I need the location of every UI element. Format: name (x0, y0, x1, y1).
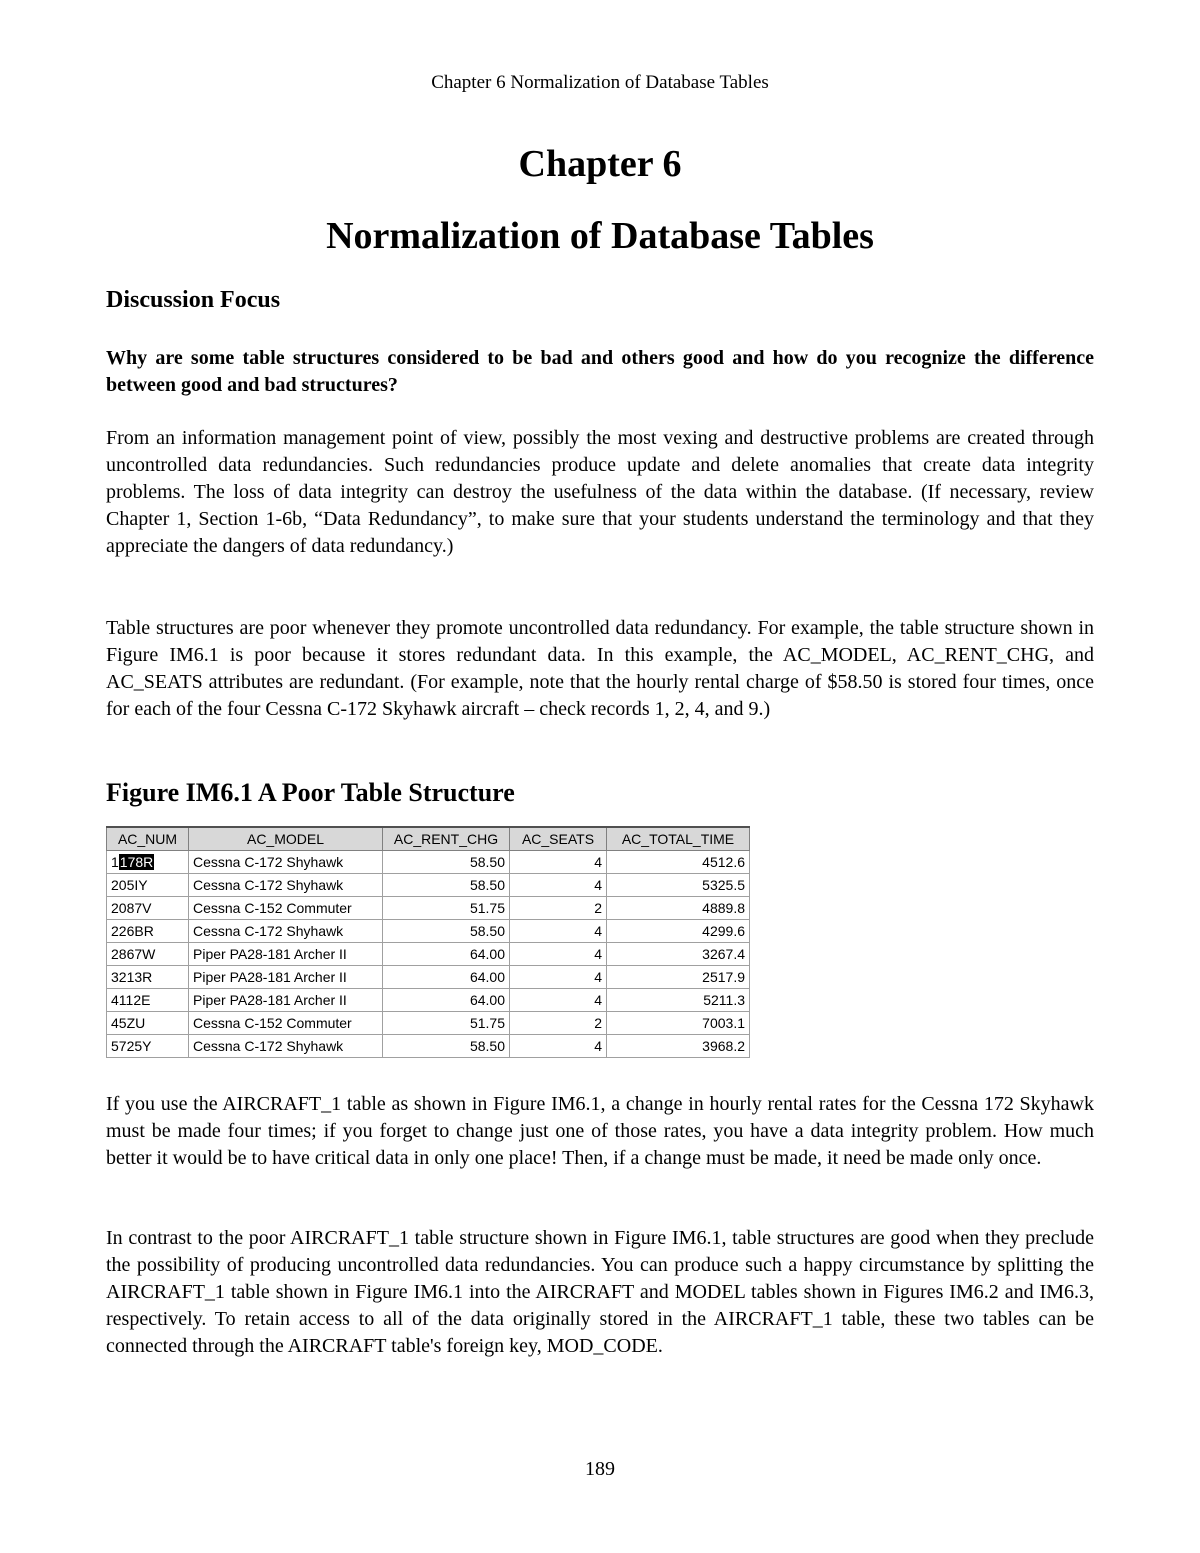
cell-ac-num[interactable]: 5725Y (107, 1035, 189, 1058)
cell-ac-seats[interactable]: 2 (510, 1012, 607, 1035)
selected-cell-text[interactable]: 178R (119, 854, 154, 870)
cell-ac-num[interactable] (107, 851, 189, 874)
cell-ac-model[interactable]: Piper PA28-181 Archer II (189, 989, 383, 1012)
section-heading: Discussion Focus (106, 287, 281, 313)
cell-ac-num[interactable]: 2867W (107, 943, 189, 966)
paragraph-intro: From an information management point of view, possibly the most vexing and destructive problems are created through uncontrolled data redundancies. Such redundancies produce update and delete anomalies that create data integrity problems. The loss of data integrity can destroy the usefulness of the data within the database. (If necessary, review Chapter 1, Section 1-6b, “Data Redundancy”, to make sure that your students understand the terminology and that they appreciate the dangers of data redundancy.) (106, 427, 1094, 557)
cell-ac-total-time[interactable]: 3267.4 (607, 943, 750, 966)
table-row[interactable] (107, 874, 750, 897)
cell-prefix: 1 (111, 854, 119, 870)
cell-ac-model[interactable]: Piper PA28-181 Archer II (189, 943, 383, 966)
chapter-number: Chapter 6 (518, 143, 682, 185)
table-header-row (107, 827, 750, 851)
column-header[interactable]: AC_MODEL (189, 827, 383, 851)
cell-ac-rent-chg[interactable]: 51.75 (383, 897, 510, 920)
cell-ac-total-time[interactable]: 4512.6 (607, 851, 750, 874)
cell-ac-model[interactable]: Cessna C-152 Commuter (189, 897, 383, 920)
cell-ac-seats[interactable]: 4 (510, 1035, 607, 1058)
cell-ac-num[interactable]: 2087V (107, 897, 189, 920)
cell-ac-rent-chg[interactable]: 64.00 (383, 989, 510, 1012)
running-header: Chapter 6 Normalization of Database Tables (431, 72, 769, 93)
cell-ac-model[interactable]: Cessna C-172 Shyhawk (189, 851, 383, 874)
table-row[interactable] (107, 989, 750, 1012)
column-header[interactable]: AC_RENT_CHG (383, 827, 510, 851)
cell-ac-rent-chg[interactable]: 64.00 (383, 943, 510, 966)
cell-ac-total-time[interactable]: 2517.9 (607, 966, 750, 989)
cell-ac-rent-chg[interactable]: 51.75 (383, 1012, 510, 1035)
table-row[interactable] (107, 966, 750, 989)
table-row[interactable] (107, 897, 750, 920)
cell-ac-total-time[interactable]: 5325.5 (607, 874, 750, 897)
cell-ac-rent-chg[interactable]: 58.50 (383, 1035, 510, 1058)
chapter-title: Normalization of Database Tables (326, 215, 874, 257)
cell-ac-total-time[interactable]: 3968.2 (607, 1035, 750, 1058)
cell-ac-num[interactable]: 226BR (107, 920, 189, 943)
cell-ac-seats[interactable]: 4 (510, 989, 607, 1012)
figure-caption: Figure IM6.1 A Poor Table Structure (106, 778, 515, 807)
cell-ac-model[interactable]: Cessna C-152 Commuter (189, 1012, 383, 1035)
table-row[interactable] (107, 943, 750, 966)
cell-ac-seats[interactable]: 4 (510, 851, 607, 874)
cell-ac-model[interactable]: Piper PA28-181 Archer II (189, 966, 383, 989)
aircraft-table (106, 826, 750, 1058)
column-header[interactable]: AC_SEATS (510, 827, 607, 851)
cell-ac-total-time[interactable]: 7003.1 (607, 1012, 750, 1035)
cell-ac-num[interactable]: 45ZU (107, 1012, 189, 1035)
page-number: 189 (585, 1458, 615, 1480)
table-row[interactable] (107, 851, 750, 874)
cell-ac-total-time[interactable]: 4889.8 (607, 897, 750, 920)
cell-ac-total-time[interactable]: 4299.6 (607, 920, 750, 943)
cell-ac-rent-chg[interactable]: 64.00 (383, 966, 510, 989)
paragraph-aircraft-1-problem: If you use the AIRCRAFT_1 table as shown in Figure IM6.1, a change in hourly rental rates for the Cessna 172 Skyhawk must be made four times; if you forget to change just one of those rates, you have a data integrity problem. How much better it would be to have critical data in only one place! Then, if a change must be made, it need be made only once. (106, 1093, 1094, 1169)
cell-ac-rent-chg[interactable]: 58.50 (383, 920, 510, 943)
cell-ac-num[interactable]: 4112E (107, 989, 189, 1012)
table-row[interactable] (107, 1035, 750, 1058)
cell-ac-num[interactable]: 3213R (107, 966, 189, 989)
cell-ac-seats[interactable]: 4 (510, 874, 607, 897)
cell-ac-seats[interactable]: 4 (510, 966, 607, 989)
cell-ac-model[interactable]: Cessna C-172 Shyhawk (189, 920, 383, 943)
cell-ac-seats[interactable]: 4 (510, 920, 607, 943)
discussion-question: Why are some table structures considered to be bad and others good and how do you recognize the difference between good and bad structures? (106, 347, 1094, 396)
cell-ac-model[interactable]: Cessna C-172 Shyhawk (189, 874, 383, 897)
table-row[interactable] (107, 920, 750, 943)
table-row[interactable] (107, 1012, 750, 1035)
paragraph-good-structures: In contrast to the poor AIRCRAFT_1 table structure shown in Figure IM6.1, table structures are good when they preclude the possibility of producing uncontrolled data redundancies. You can produce such a happy circumstance by splitting the AIRCRAFT_1 table shown in Figure IM6.1 into the AIRCRAFT and MODEL tables shown in Figures IM6.2 and IM6.3, respectively. To retain access to all of the data originally stored in the AIRCRAFT_1 table, these two tables can be connected through the AIRCRAFT table's foreign key, MOD_CODE. (106, 1227, 1094, 1357)
column-header[interactable]: AC_NUM (107, 827, 189, 851)
paragraph-poor-structures: Table structures are poor whenever they promote uncontrolled data redundancy. For example, the table structure shown in Figure IM6.1 is poor because it stores redundant data. In this example, the AC_MODEL, AC_RENT_CHG, and AC_SEATS attributes are redundant. (For example, note that the hourly rental charge of $58.50 is stored four times, once for each of the four Cessna C-172 Skyhawk aircraft – check records 1, 2, 4, and 9.) (106, 617, 1094, 720)
cell-ac-rent-chg[interactable]: 58.50 (383, 874, 510, 897)
cell-ac-model[interactable]: Cessna C-172 Shyhawk (189, 1035, 383, 1058)
cell-ac-seats[interactable]: 2 (510, 897, 607, 920)
cell-ac-num[interactable]: 205IY (107, 874, 189, 897)
cell-ac-rent-chg[interactable]: 58.50 (383, 851, 510, 874)
column-header[interactable]: AC_TOTAL_TIME (607, 827, 750, 851)
cell-ac-total-time[interactable]: 5211.3 (607, 989, 750, 1012)
cell-ac-seats[interactable]: 4 (510, 943, 607, 966)
